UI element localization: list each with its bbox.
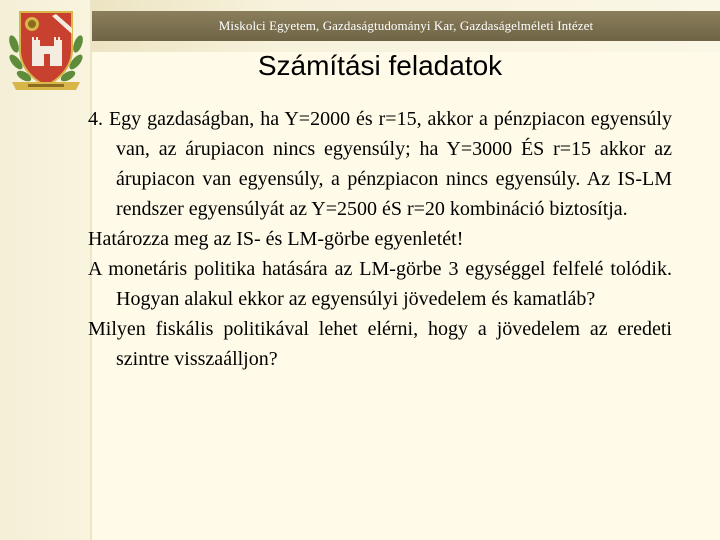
task-question: A monetáris politika hatására az LM-görbe 3 egységgel felfelé tolódik. Hogyan alakul ekkor az egyensúlyi jövedelem és kamatláb?: [88, 258, 672, 310]
task-question: Milyen fiskális politikával lehet elérni, hogy a jövedelem az eredeti szintre visszaálljon?: [88, 318, 672, 370]
task-paragraph: 4. Egy gazdaságban, ha Y=2000 és r=15, akkor a pénzpiacon egyensúly van, az árupiacon nincs egyensúly; ha Y=3000 ÉS r=15 akkor az árupiacon van egyensúly, a pénzpiacon nincs egyensúly. Az IS-LM rendszer egyensúlyát az Y=2500 éS r=20 kombináció biztosítja.: [88, 108, 672, 220]
university-crest-icon: [6, 4, 86, 96]
header-institution-text: Miskolci Egyetem, Gazdaságtudományi Kar, Gazdaságelméleti Intézet: [218, 18, 594, 33]
slide-title: Számítási feladatok: [257, 50, 503, 81]
slide-body: [88, 104, 672, 374]
task-question: Határozza meg az IS- és LM-görbe egyenletét!: [88, 228, 464, 250]
